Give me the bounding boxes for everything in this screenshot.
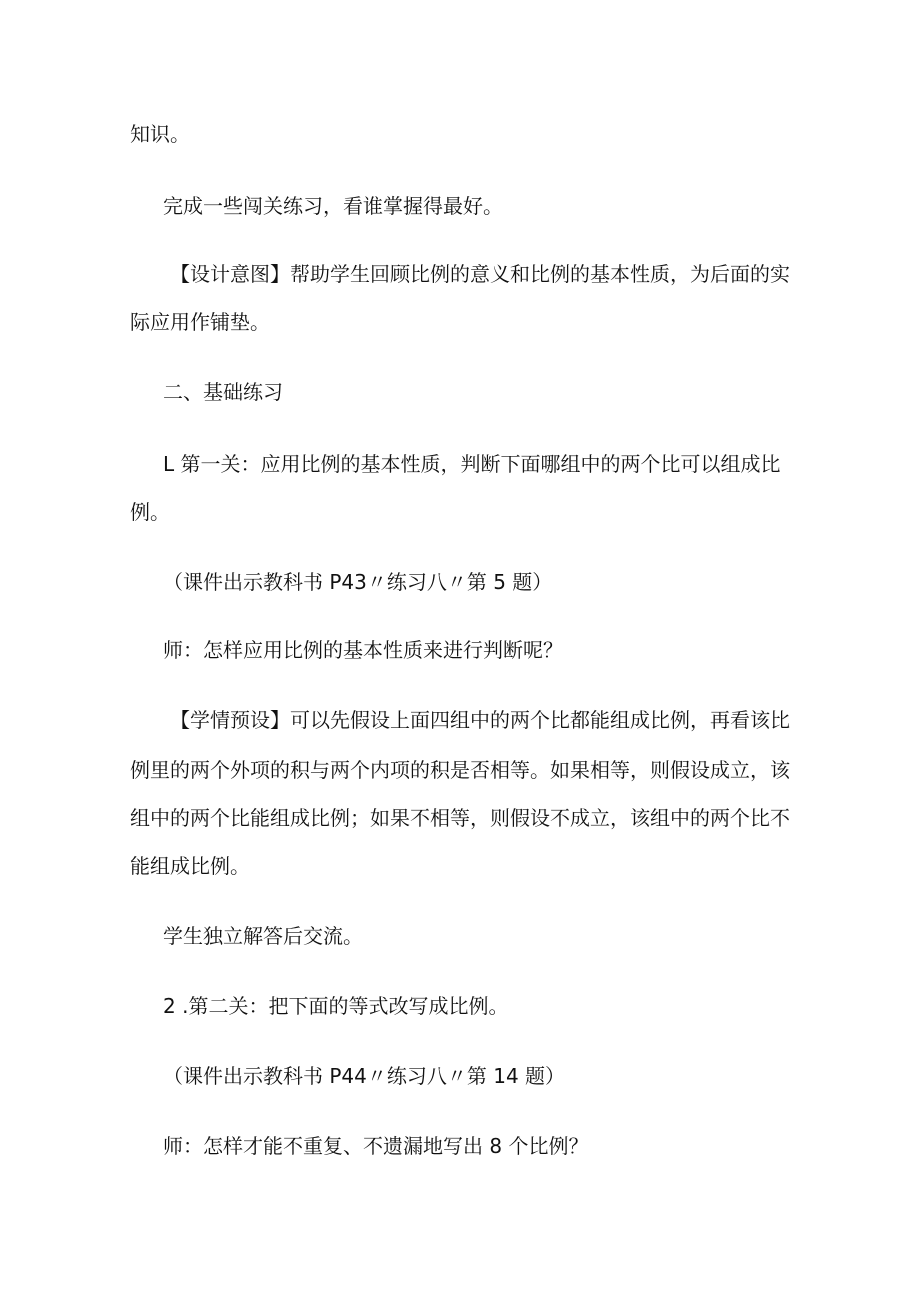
text-line-learning-preview-2: 例里的两个外项的积与两个内项的积是否相等。如果相等，则假设成立，该 [130, 758, 790, 782]
text-line-level-one: L 第一关：应用比例的基本性质，判断下面哪组中的两个比可以组成比 [163, 452, 781, 476]
text-line-learning-preview-3: 组中的两个比能组成比例；如果不相等，则假设不成立，该组中的两个比不 [130, 806, 790, 830]
text-line-design-intent: 【设计意图】帮助学生回顾比例的意义和比例的基本性质，为后面的实 [170, 262, 790, 286]
text-line-level-two: 2 .第二关：把下面的等式改写成比例。 [163, 994, 509, 1018]
text-line-teacher-question-1: 师：怎样应用比例的基本性质来进行判断呢？ [163, 638, 563, 662]
text-line-courseware-p43: （课件出示教科书 P43〃练习八〃第 5 题） [163, 570, 553, 594]
text-line-teacher-question-2: 师：怎样才能不重复、不遗漏地写出 8 个比例？ [163, 1134, 589, 1158]
text-line-learning-preview: 【学情预设】可以先假设上面四组中的两个比都能组成比例，再看该比 [170, 708, 790, 732]
text-line-courseware-p44: （课件出示教科书 P44〃练习八〃第 14 题） [163, 1064, 566, 1088]
section-heading-basic-practice: 二、基础练习 [163, 380, 283, 404]
text-line-challenge-intro: 完成一些闯关练习，看谁掌握得最好。 [163, 194, 503, 218]
text-line-level-one-cont: 例。 [130, 500, 170, 524]
text-line-learning-preview-4: 能组成比例。 [130, 854, 250, 878]
text-line-students-solve: 学生独立解答后交流。 [163, 924, 363, 948]
text-line-design-intent-cont: 际应用作铺垫。 [130, 310, 270, 334]
text-line-continuation: 知识。 [130, 122, 190, 146]
